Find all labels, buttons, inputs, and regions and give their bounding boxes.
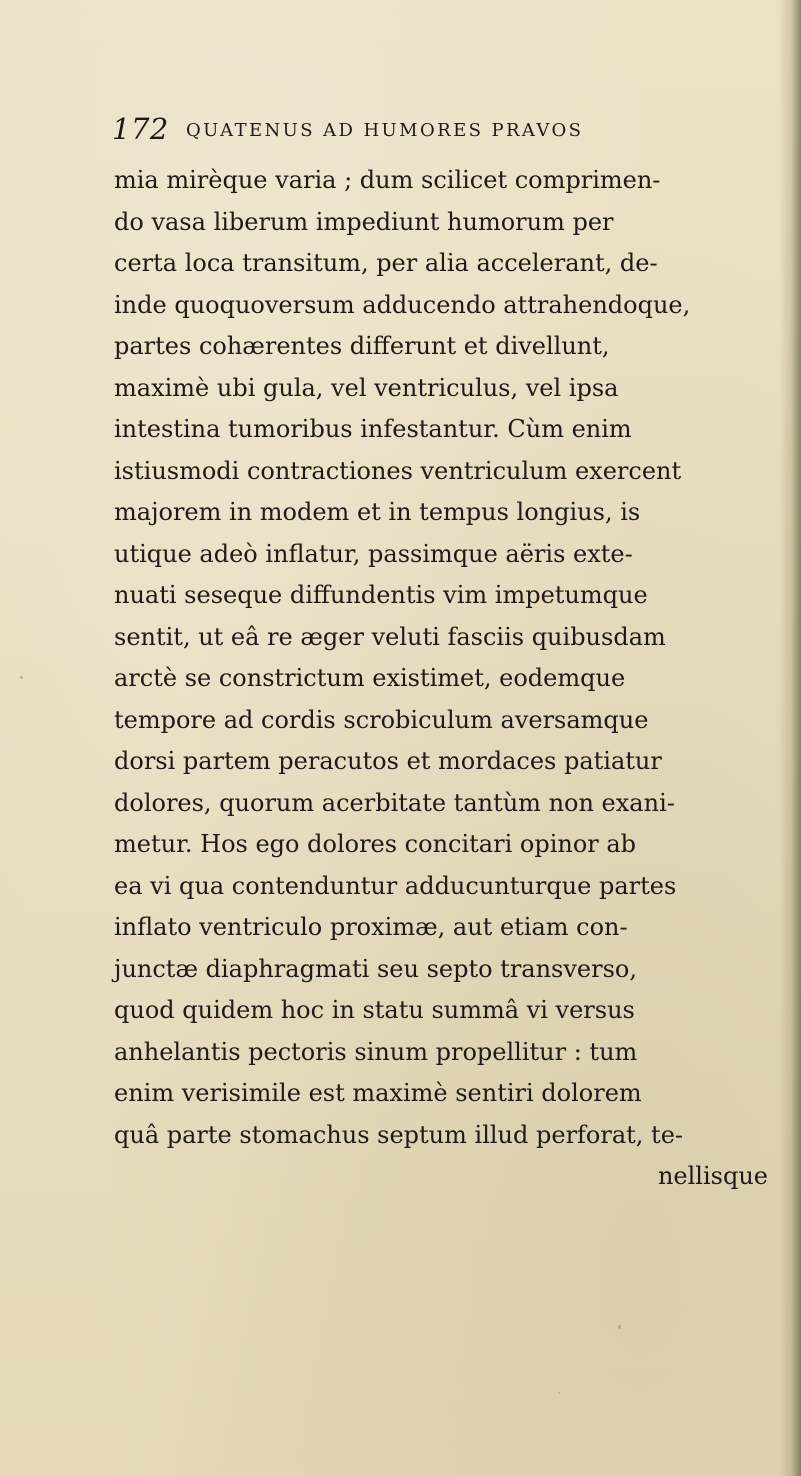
- text-line: partes cohærentes differunt et divellunt,: [114, 332, 610, 360]
- text-line: nuati seseque diffundentis vim impetumque: [114, 581, 648, 609]
- text-line: maximè ubi gula, vel ventriculus, vel ipsa: [114, 373, 619, 402]
- page-edge-shadow: [779, 0, 801, 1476]
- text-line: quâ parte stomachus septum illud perforat, te-: [114, 1120, 684, 1149]
- text-line: inflato ventriculo proximæ, aut etiam con-: [114, 913, 628, 941]
- text-line: metur. Hos ego dolores concitari opinor ab: [114, 830, 637, 858]
- text-line: certa loca transitum, per alia accelerant, de-: [114, 249, 658, 277]
- running-head: QUATENUS AD HUMORES PRAVOS: [186, 120, 584, 141]
- text-line: mia mirèque varia ; dum scilicet comprimen-: [114, 166, 661, 194]
- text-line: dorsi partem peracutos et mordaces patiatur: [114, 747, 662, 775]
- text-line: istiusmodi contractiones ventriculum exercent: [114, 456, 682, 485]
- text-line: utique adeò inflatur, passimque aëris exte-: [114, 539, 633, 568]
- paper-speck: [558, 1392, 560, 1394]
- text-line: anhelantis pectoris sinum propellitur : tum: [114, 1037, 638, 1066]
- catchword: nellisque: [657, 1162, 768, 1190]
- paper-speck: [618, 1325, 621, 1329]
- page-number: 172: [112, 112, 169, 146]
- page-header: [112, 112, 742, 152]
- text-line: inde quoquoversum adducendo attrahendoque,: [114, 290, 691, 319]
- body-text: [114, 160, 770, 1198]
- text-line: intestina tumoribus infestantur. Cùm enim: [114, 415, 632, 443]
- text-line: majorem in modem et in tempus longius, is: [114, 498, 641, 526]
- paper-speck: [20, 676, 23, 679]
- text-line: arctè se constrictum existimet, eodemque: [114, 664, 626, 692]
- text-line: junctæ diaphragmati seu septo transverso,: [114, 954, 637, 983]
- text-line: tempore ad cordis scrobiculum aversamque: [114, 705, 649, 734]
- text-line: enim verisimile est maximè sentiri dolorem: [114, 1079, 642, 1107]
- text-line: sentit, ut eâ re æger veluti fasciis quibusdam: [114, 622, 666, 651]
- text-line: do vasa liberum impediunt humorum per: [114, 207, 614, 236]
- text-line: ea vi qua contenduntur adducunturque partes: [114, 871, 677, 900]
- text-line: dolores, quorum acerbitate tantùm non exani-: [114, 788, 675, 817]
- text-line: quod quidem hoc in statu summâ vi versus: [114, 996, 635, 1024]
